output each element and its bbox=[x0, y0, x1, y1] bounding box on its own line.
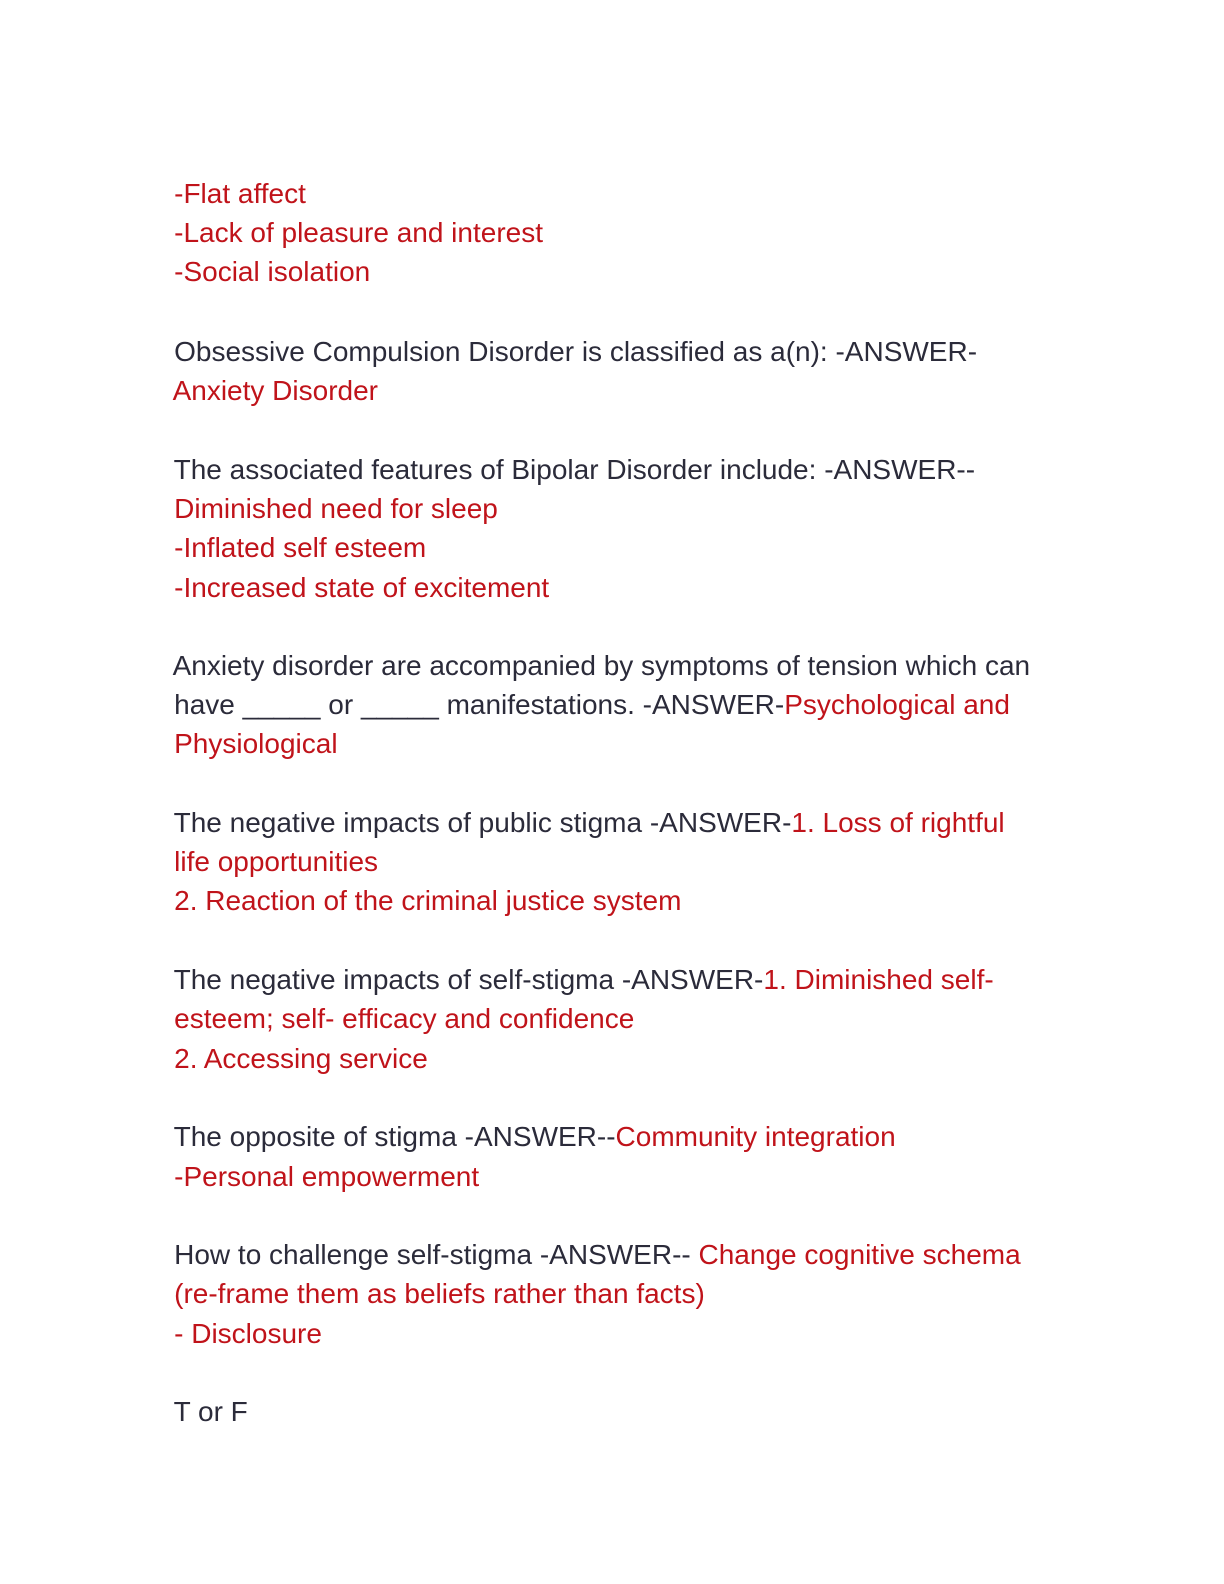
question-text: Obsessive Compulsion Disorder is classified as a(n): -ANSWER- bbox=[174, 336, 978, 367]
answer-text: - Disclosure bbox=[174, 1318, 322, 1349]
question-text: The negative impacts of self-stigma -ANSWER- bbox=[173, 964, 764, 995]
answer-text: Physiological bbox=[174, 728, 338, 759]
text-line-24 bbox=[143, 1361, 248, 1463]
answer-text: Community integration bbox=[615, 1121, 896, 1152]
question-text: The negative impacts of public stigma -ANSWER- bbox=[173, 807, 792, 838]
answer-text: Diminished need for sleep bbox=[174, 493, 498, 524]
question-text: The opposite of stigma -ANSWER-- bbox=[173, 1121, 616, 1152]
answer-text: Psychological and bbox=[784, 689, 1010, 720]
answer-text: -Social isolation bbox=[174, 256, 371, 287]
answer-text: (re-frame them as beliefs rather than facts) bbox=[174, 1278, 705, 1309]
answer-text: 1. Loss of rightful bbox=[791, 807, 1005, 838]
answer-text: -Lack of pleasure and interest bbox=[174, 217, 544, 248]
answer-text: -Personal empowerment bbox=[174, 1161, 480, 1192]
answer-text: -Flat affect bbox=[174, 178, 306, 209]
question-text: T or F bbox=[173, 1396, 248, 1427]
question-text: How to challenge self-stigma -ANSWER-- bbox=[174, 1239, 699, 1270]
answer-text: life opportunities bbox=[174, 846, 379, 877]
answer-text: 2. Accessing service bbox=[174, 1043, 428, 1074]
answer-text: -Inflated self esteem bbox=[174, 532, 427, 563]
question-text: The associated features of Bipolar Disorder include: -ANSWER-- bbox=[173, 454, 976, 485]
question-text: Anxiety disorder are accompanied by symptoms of tension which can bbox=[172, 650, 1031, 681]
answer-text: Anxiety Disorder bbox=[172, 375, 378, 406]
answer-text: esteem; self- efficacy and confidence bbox=[174, 1003, 635, 1034]
answer-text: 1. Diminished self- bbox=[763, 964, 994, 995]
question-text: have _____ or _____ manifestations. -ANSWER- bbox=[174, 689, 785, 720]
answer-text: 2. Reaction of the criminal justice system bbox=[174, 885, 682, 916]
answer-text: -Increased state of excitement bbox=[174, 572, 550, 603]
answer-text: Change cognitive schema bbox=[698, 1239, 1021, 1270]
